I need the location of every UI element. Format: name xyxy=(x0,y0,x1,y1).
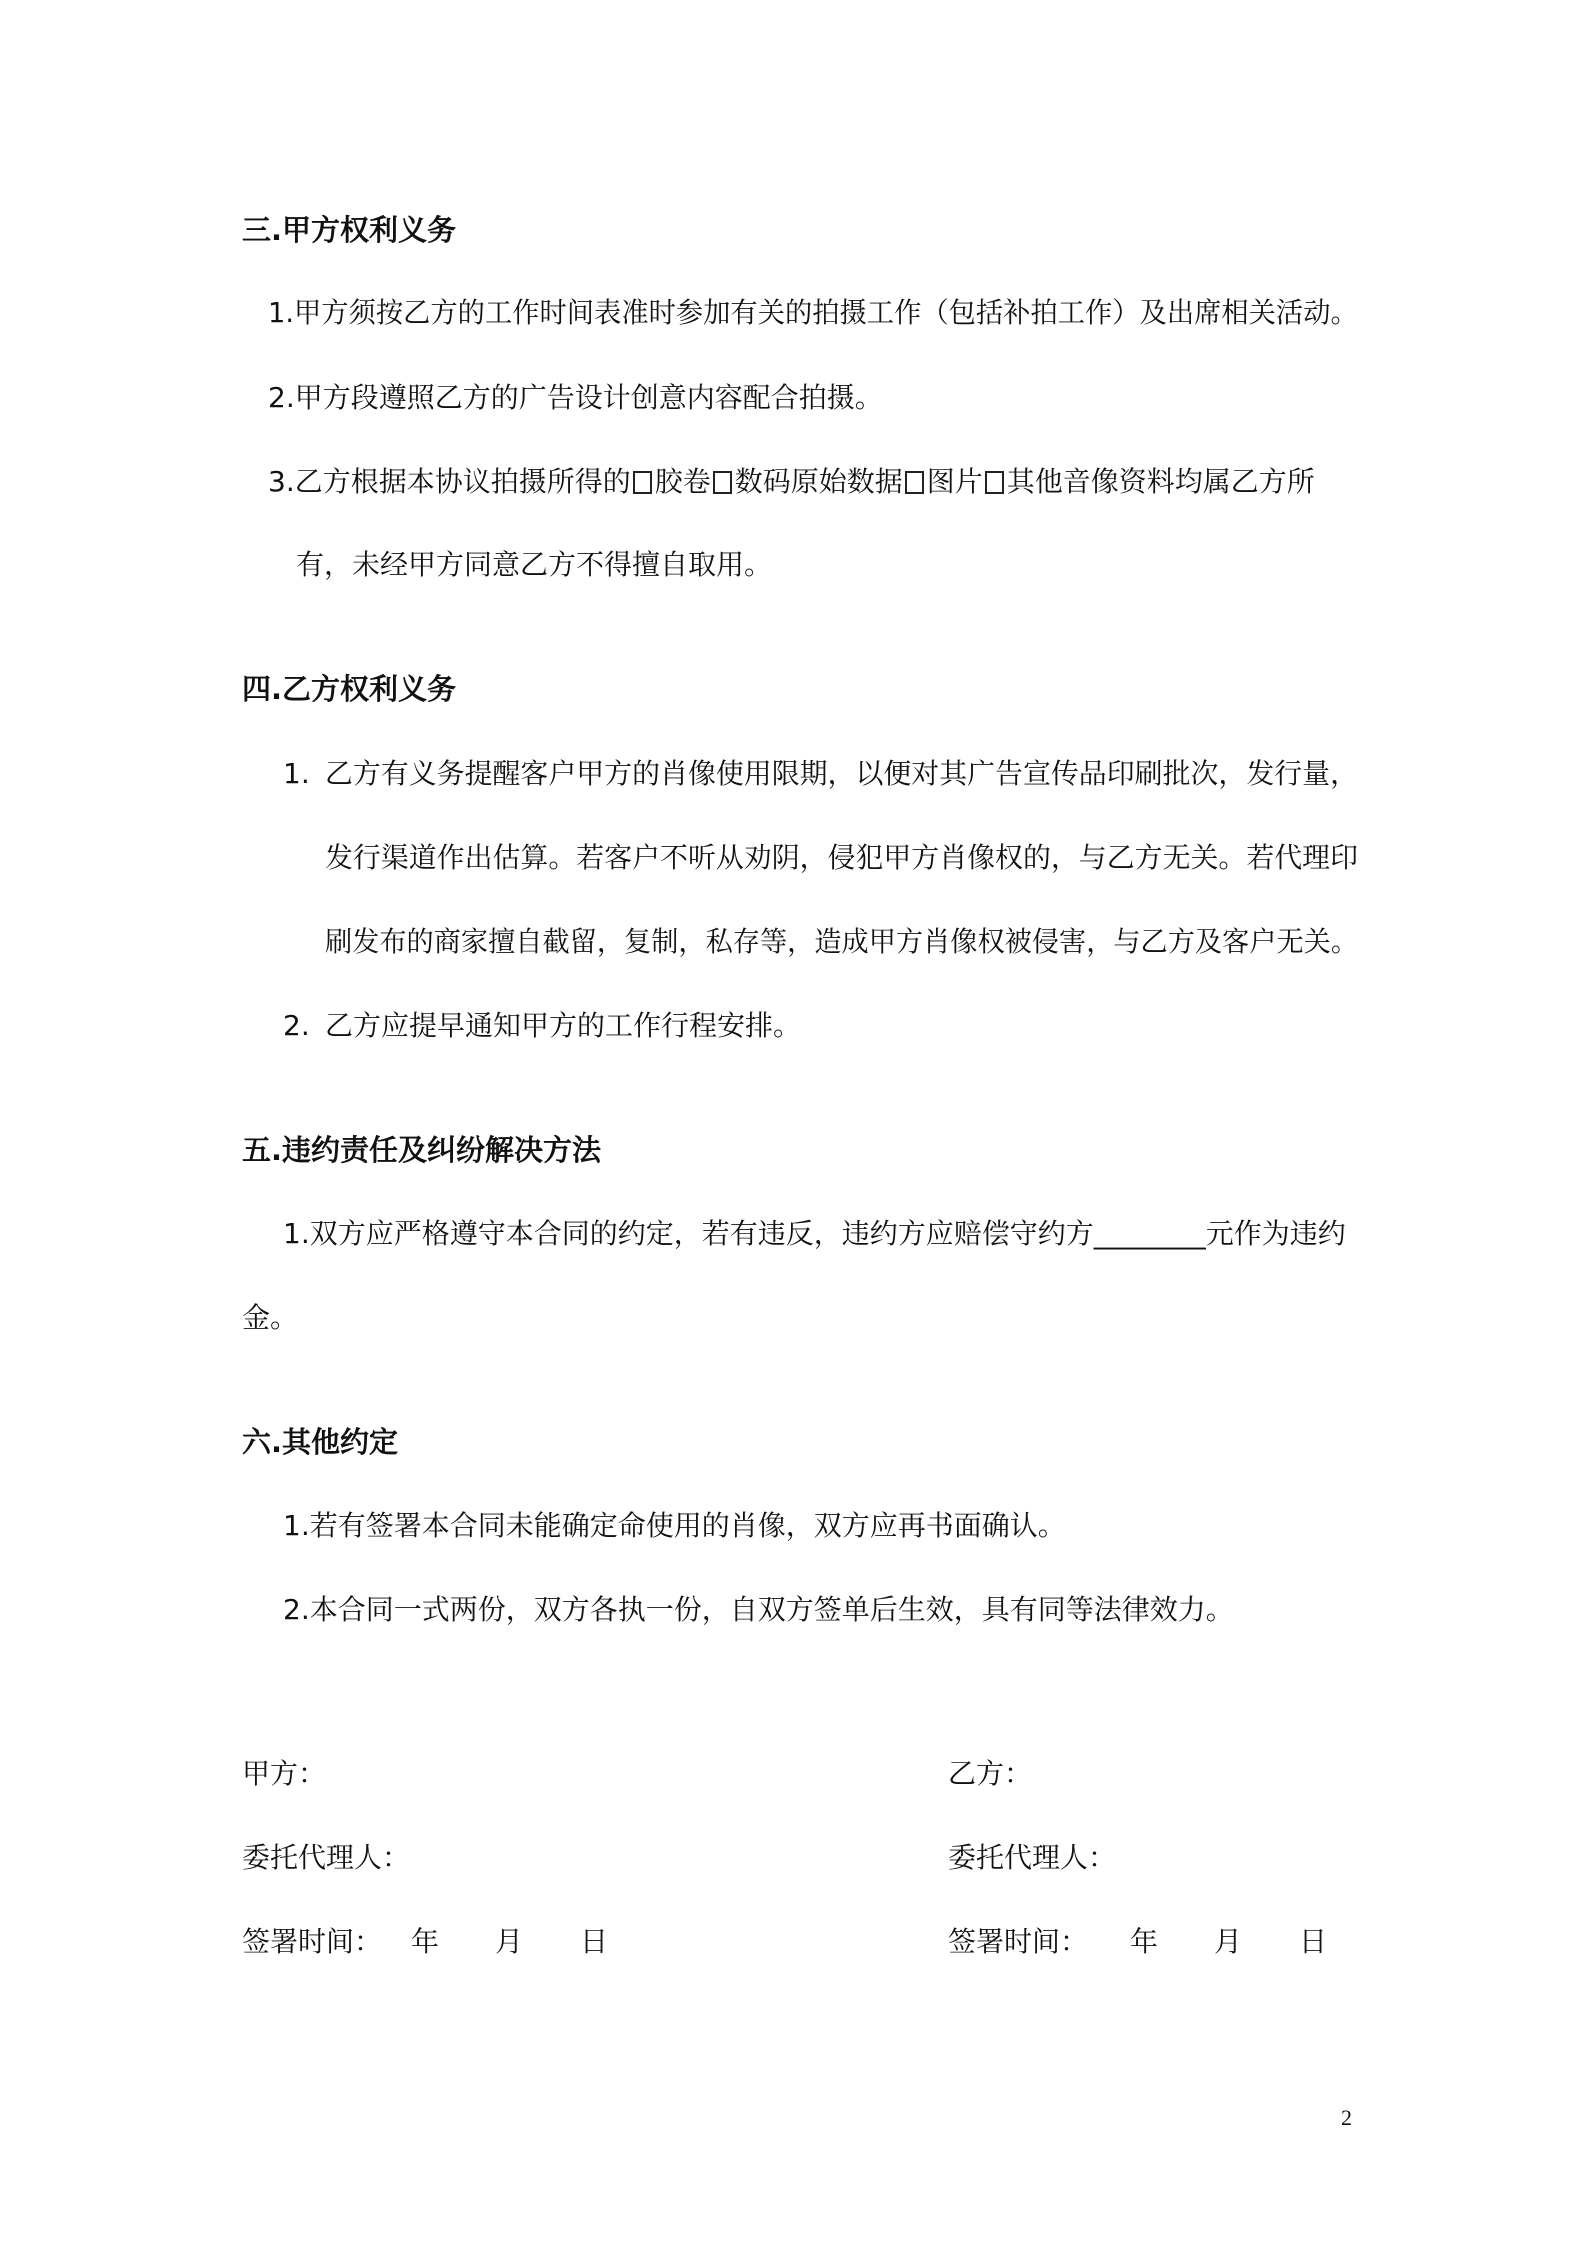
option-digital-raw-label: 数码原始数据 xyxy=(734,465,903,498)
party-a-year-label: 年 xyxy=(411,1925,440,1958)
section-3-item-1: 1.甲方须按乙方的工作时间表准时参加有关的拍摄工作（包括补拍工作）及出席相关活动。 xyxy=(268,296,1358,329)
section-4-item-2: 乙方应提早通知甲方的工作行程安排。 xyxy=(325,1009,802,1042)
party-a-day-label: 日 xyxy=(580,1925,609,1958)
option-other-media-label: 其他音像资料均属乙方所 xyxy=(1006,465,1315,498)
checkbox-film[interactable] xyxy=(633,471,652,494)
section-3-item-2: 2.甲方段遵照乙方的广告设计创意内容配合拍摄。 xyxy=(268,381,883,414)
section-4-item-2-number: 2. xyxy=(283,1009,310,1042)
section-3-heading: 三.甲方权利义务 xyxy=(242,213,457,247)
party-b-month-label: 月 xyxy=(1214,1925,1243,1958)
section-4-item-1-line-2: 发行渠道作出估算。若客户不听从劝阴，侵犯甲方肖像权的，与乙方无关。若代理印 xyxy=(325,841,1359,874)
section-5-item-1-continued: 金。 xyxy=(242,1301,299,1334)
section-4-item-1-number: 1. xyxy=(283,757,310,790)
section-5-item-1: 1.双方应严格遵守本合同的约定，若有违反，违约方应赔偿守约方________元作为违约 xyxy=(283,1217,1346,1250)
section-3-item-3-continued: 有，未经甲方同意乙方不得擅自取用。 xyxy=(296,548,773,581)
option-photos-label: 图片 xyxy=(926,465,983,498)
party-b-day-label: 日 xyxy=(1299,1925,1328,1958)
checkbox-digital-raw[interactable] xyxy=(713,471,732,494)
party-b-year-label: 年 xyxy=(1130,1925,1159,1958)
section-3-item-3-prefix: 3.乙方根据本协议拍摄所得的 xyxy=(268,465,631,498)
page-number: 2 xyxy=(1341,2105,1352,2130)
party-a-agent-label: 委托代理人： xyxy=(242,1841,411,1874)
party-a-date-label: 签署时间： xyxy=(242,1925,383,1958)
section-4-item-1-line-1: 乙方有义务提醒客户甲方的肖像使用限期，以便对其广告宣传品印刷批次，发行量， xyxy=(325,757,1359,790)
party-b-label: 乙方： xyxy=(948,1757,1033,1790)
party-a-label: 甲方： xyxy=(242,1757,327,1790)
checkbox-other-media[interactable] xyxy=(985,471,1004,494)
party-a-month-label: 月 xyxy=(495,1925,524,1958)
section-6-item-2: 2.本合同一式两份，双方各执一份，自双方签单后生效，具有同等法律效力。 xyxy=(283,1593,1234,1626)
section-4-item-1-line-3: 刷发布的商家擅自截留，复制，私存等，造成甲方肖像权被侵害，与乙方及客户无关。 xyxy=(325,925,1359,958)
option-film-label: 胶卷 xyxy=(654,465,711,498)
party-b-date-label: 签署时间： xyxy=(948,1925,1089,1958)
section-4-heading: 四.乙方权利义务 xyxy=(242,672,457,706)
section-6-heading: 六.其他约定 xyxy=(242,1425,399,1459)
section-3-item-3 xyxy=(268,462,1315,502)
section-6-item-1: 1.若有签署本合同未能确定命使用的肖像，双方应再书面确认。 xyxy=(283,1509,1066,1542)
checkbox-photos[interactable] xyxy=(905,471,924,494)
section-5-heading: 五.违约责任及纠纷解决方法 xyxy=(242,1133,602,1167)
party-b-agent-label: 委托代理人： xyxy=(948,1841,1117,1874)
